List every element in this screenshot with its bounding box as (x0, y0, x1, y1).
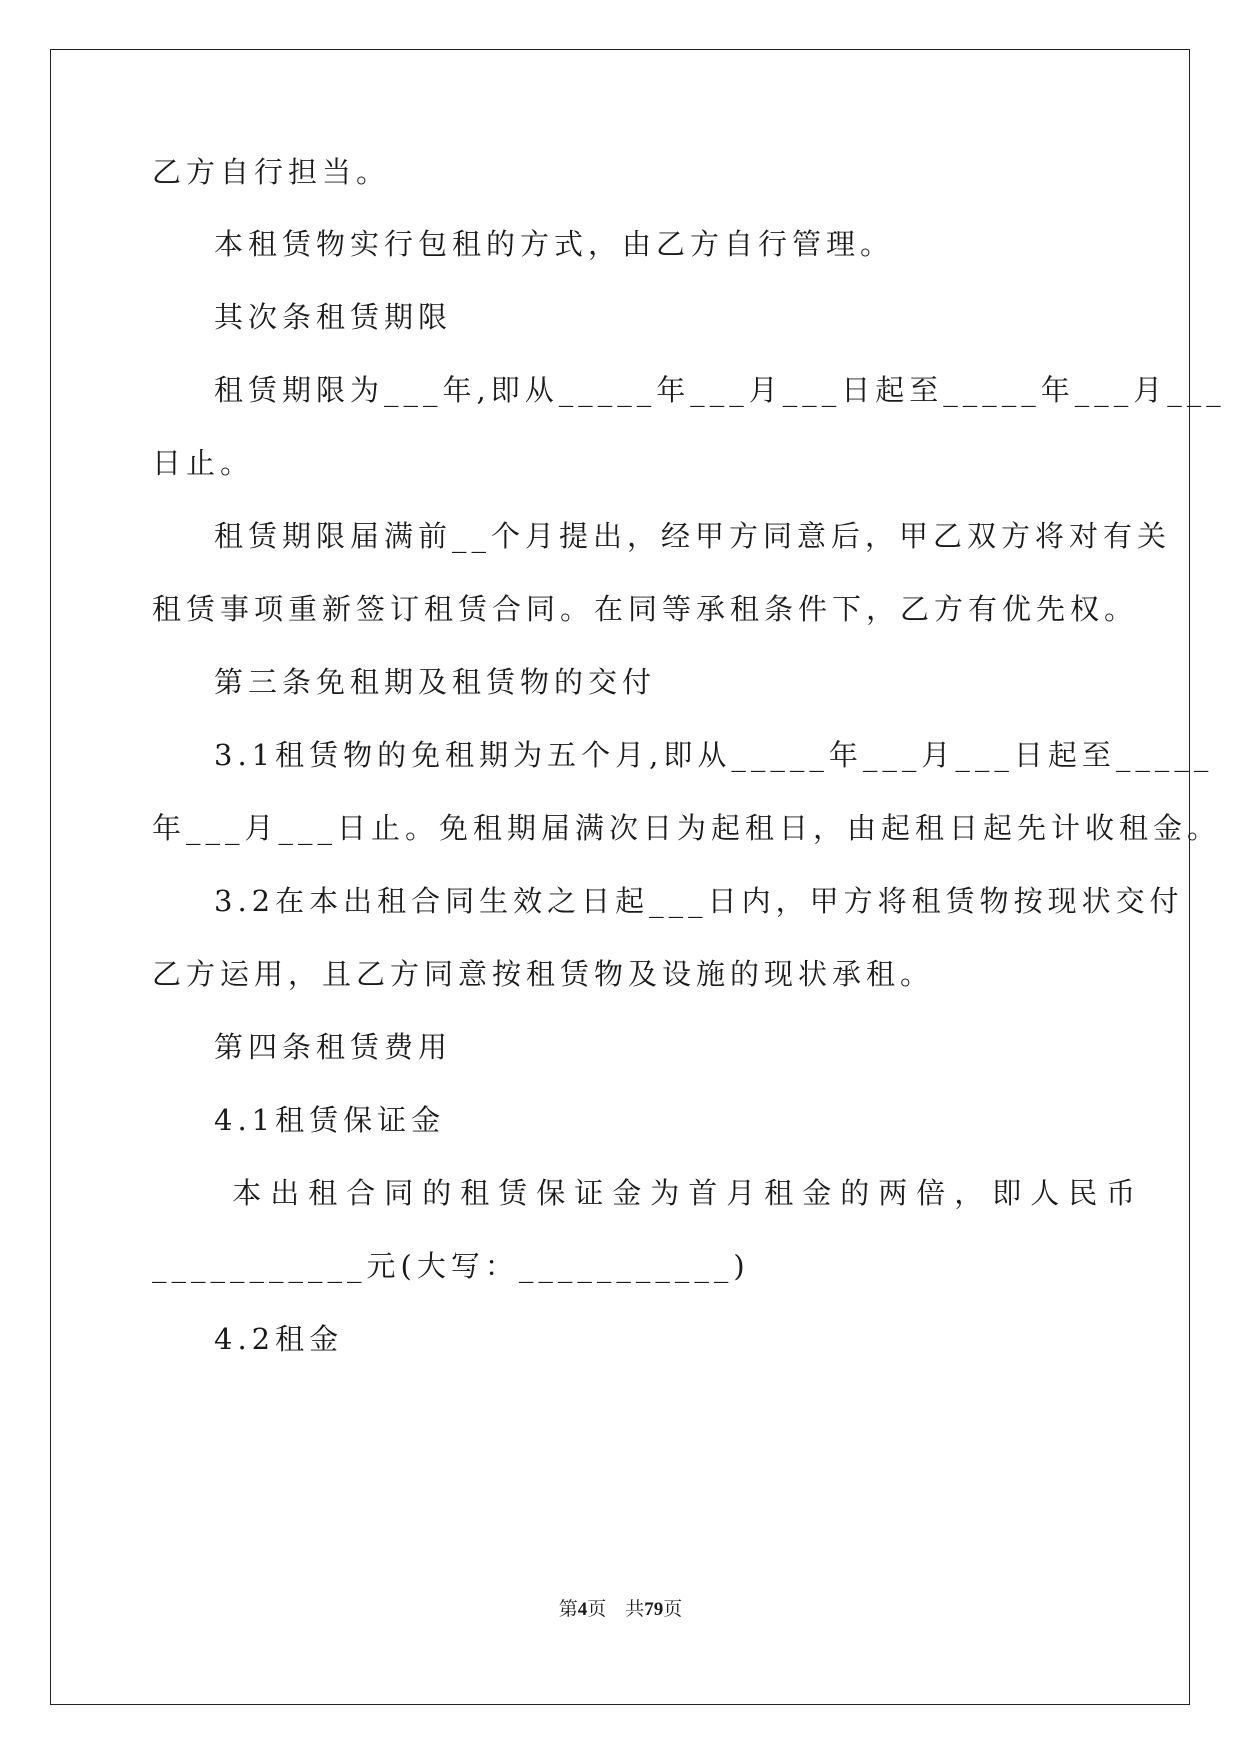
text-line: 乙方自行担当。 (152, 155, 391, 189)
text-line: ___________元(大写：___________) (152, 1249, 750, 1283)
text-line: 乙方运用，且乙方同意按租赁物及设施的现状承租。 (152, 957, 935, 991)
section-heading: 其次条租赁期限 (214, 300, 453, 334)
text-line: 3.2在本出租合同生效之日起___日内，甲方将租赁物按现状交付 (214, 884, 1184, 918)
page-footer (0, 1594, 1241, 1621)
text-line: 租赁期限届满前__个月提出，经甲方同意后，甲乙双方将对有关 (214, 519, 1172, 553)
footer-page-number: 4 (577, 1599, 588, 1620)
subsection-heading: 4.1租赁保证金 (214, 1103, 446, 1137)
text-line: 本出租合同的租赁保证金为首月租金的两倍，即人民币 (214, 1176, 1145, 1210)
footer-total-pages: 79 (644, 1599, 664, 1620)
text-line: 3.1租赁物的免租期为五个月,即从_____年___月___日起至_____ (214, 738, 1214, 772)
text-line: 本租赁物实行包租的方式，由乙方自行管理。 (214, 227, 895, 261)
text-line: 年___月___日止。免租期届满次日为起租日，由起租日起先计收租金。 (152, 811, 1222, 845)
section-heading: 第三条免租期及租赁物的交付 (214, 665, 657, 699)
footer-prefix: 第 (558, 1598, 578, 1620)
text-line: 租赁期限为___年,即从_____年___月___日起至_____年___月___ (214, 373, 1226, 407)
text-line: 租赁事项重新签订租赁合同。在同等承租条件下，乙方有优先权。 (152, 592, 1139, 626)
subsection-heading: 4.2租金 (214, 1322, 344, 1356)
text-line: 日止。 (152, 446, 255, 480)
footer-suffix: 页 (663, 1598, 683, 1620)
section-heading: 第四条租赁费用 (214, 1030, 453, 1064)
footer-middle: 页 共 (587, 1598, 645, 1620)
